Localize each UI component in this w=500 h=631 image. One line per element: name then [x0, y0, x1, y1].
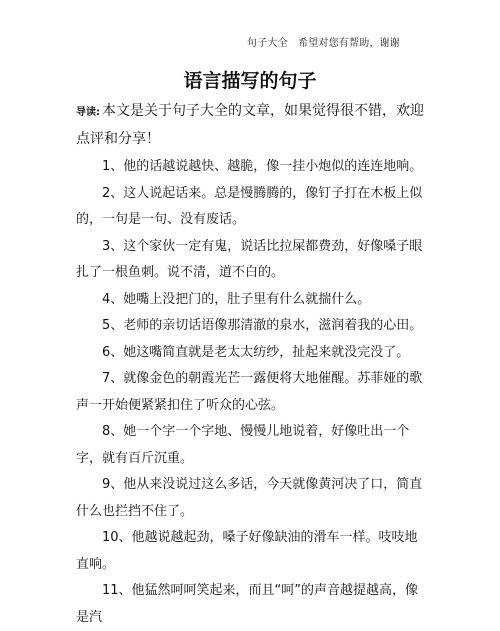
list-item: 6、她这嘴简直就是老太太纺纱，扯起来就没完没了。 — [102, 344, 410, 360]
intro-paragraph — [76, 98, 428, 153]
article-body — [76, 98, 428, 631]
list-item: 4、她嘴上没把门的，肚子里有什么就揣什么。 — [102, 291, 371, 307]
list-item: 11、他猛然呵呵笑起来，而且“呵”的声音越提越高，像是汽 — [76, 583, 419, 625]
list-item: 2、这人说起话来。总是慢腾腾的，像钉子打在木板上似的，一句是一句、没有废话。 — [76, 185, 423, 227]
page-title: 语言描写的句子 — [183, 70, 317, 92]
intro-text: 本文是关于句子大全的文章，如果觉得很不错，欢迎点评和分享！ — [76, 103, 424, 147]
header-note: 句子大全 希望对您有帮助，谢谢 — [247, 38, 400, 49]
intro-label: 导读: — [76, 107, 100, 118]
list-item: 7、就像金色的朝霞光芒一露便将大地催醒。苏菲娅的歌声一开始便紧紧扣住了听众的心弦。 — [76, 371, 423, 413]
list-item: 1、他的话越说越快、越脆，像一挂小炮似的连连地响。 — [102, 159, 423, 174]
list-item: 5、老师的亲切话语像那清澈的泉水，滋润着我的心田。 — [102, 318, 423, 333]
list-item: 10、他越说越起劲，嗓子好像缺油的滑车一样。吱吱地直响。 — [76, 530, 418, 572]
list-item: 9、他从来没说过这么多话，今天就像黄河决了口，简直什么也拦挡不住了。 — [76, 477, 423, 519]
list-item: 8、她一个字一个字地、慢慢儿地说着，好像吐出一个字，就有百斤沉重。 — [76, 424, 410, 466]
list-item: 3、这个家伙一定有鬼，说话比拉屎都费劲，好像嗓子眼扎了一根鱼刺。说不清，道不白的。 — [76, 238, 423, 280]
